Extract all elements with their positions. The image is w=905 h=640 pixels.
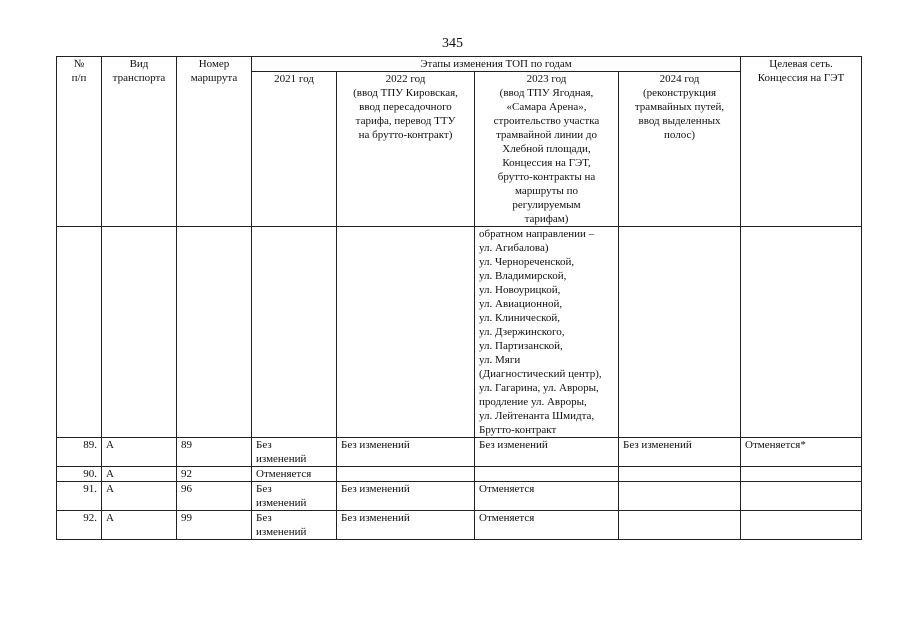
- route-table: [56, 56, 862, 540]
- header-type: Вид транспорта: [102, 57, 177, 227]
- row-route: 92: [177, 467, 252, 482]
- table-row: [57, 438, 862, 467]
- row-2023: Отменяется: [475, 482, 619, 511]
- header-2024: 2024 год (реконструкция трамвайных путей, ввод выделенных полос): [619, 72, 741, 227]
- row-type: А: [102, 467, 177, 482]
- header-stages: Этапы изменения ТОП по годам: [252, 57, 741, 72]
- cell: [619, 227, 741, 438]
- row-2022: Без изменений: [337, 438, 475, 467]
- table-row: [57, 511, 862, 540]
- cell: [252, 227, 337, 438]
- row-2023: [475, 467, 619, 482]
- page-number: 345: [442, 36, 463, 51]
- row-2023: Без изменений: [475, 438, 619, 467]
- row-target: [741, 482, 862, 511]
- row-route: 89: [177, 438, 252, 467]
- row-2024: Без изменений: [619, 438, 741, 467]
- row-type: А: [102, 482, 177, 511]
- row-2021: Без изменений: [252, 511, 337, 540]
- row-target: Отменяется*: [741, 438, 862, 467]
- row-2021: Без изменений: [252, 438, 337, 467]
- header-route: Номер маршрута: [177, 57, 252, 227]
- row-2021: Без изменений: [252, 482, 337, 511]
- cell: [337, 227, 475, 438]
- header-2023: 2023 год (ввод ТПУ Ягодная, «Самара Арена», строительство участка трамвайной линии до Хлебной площади, Концессия на ГЭТ, брутто-контракты на маршруты по регулируемым тарифам): [475, 72, 619, 227]
- row-2024: [619, 467, 741, 482]
- row-num: 90.: [57, 467, 102, 482]
- cell: [57, 227, 102, 438]
- continuation-row: [57, 227, 862, 438]
- row-num: 89.: [57, 438, 102, 467]
- row-2024: [619, 511, 741, 540]
- row-2021: Отменяется: [252, 467, 337, 482]
- row-num: 92.: [57, 511, 102, 540]
- row-route: 99: [177, 511, 252, 540]
- cell: [102, 227, 177, 438]
- header-2022: 2022 год (ввод ТПУ Кировская, ввод пересадочного тарифа, перевод ТТУ на брутто-контракт): [337, 72, 475, 227]
- continuation-2023: обратном направлении – ул. Агибалова) ул. Чернореченской, ул. Владимирской, ул. Новоурицкой, ул. Авиационной, ул. Клинической, ул. Дзержинского, ул. Партизанской, ул. Мяги (Диагностический центр), ул. Гагарина, ул. Авроры, продление ул. Авроры, ул. Лейтенанта Шмидта, Брутто-контракт: [475, 227, 619, 438]
- row-num: 91.: [57, 482, 102, 511]
- row-route: 96: [177, 482, 252, 511]
- header-target: Целевая сеть. Концессия на ГЭТ: [741, 57, 862, 227]
- row-2022: Без изменений: [337, 511, 475, 540]
- row-2024: [619, 482, 741, 511]
- table-row: [57, 467, 862, 482]
- header-2021: 2021 год: [252, 72, 337, 227]
- cell: [741, 227, 862, 438]
- row-target: [741, 467, 862, 482]
- row-2022: Без изменений: [337, 482, 475, 511]
- row-2022: [337, 467, 475, 482]
- cell: [177, 227, 252, 438]
- header-num: № п/п: [57, 57, 102, 227]
- row-2023: Отменяется: [475, 511, 619, 540]
- table-row: [57, 482, 862, 511]
- row-target: [741, 511, 862, 540]
- header-row-1: [57, 57, 862, 72]
- row-type: А: [102, 438, 177, 467]
- row-type: А: [102, 511, 177, 540]
